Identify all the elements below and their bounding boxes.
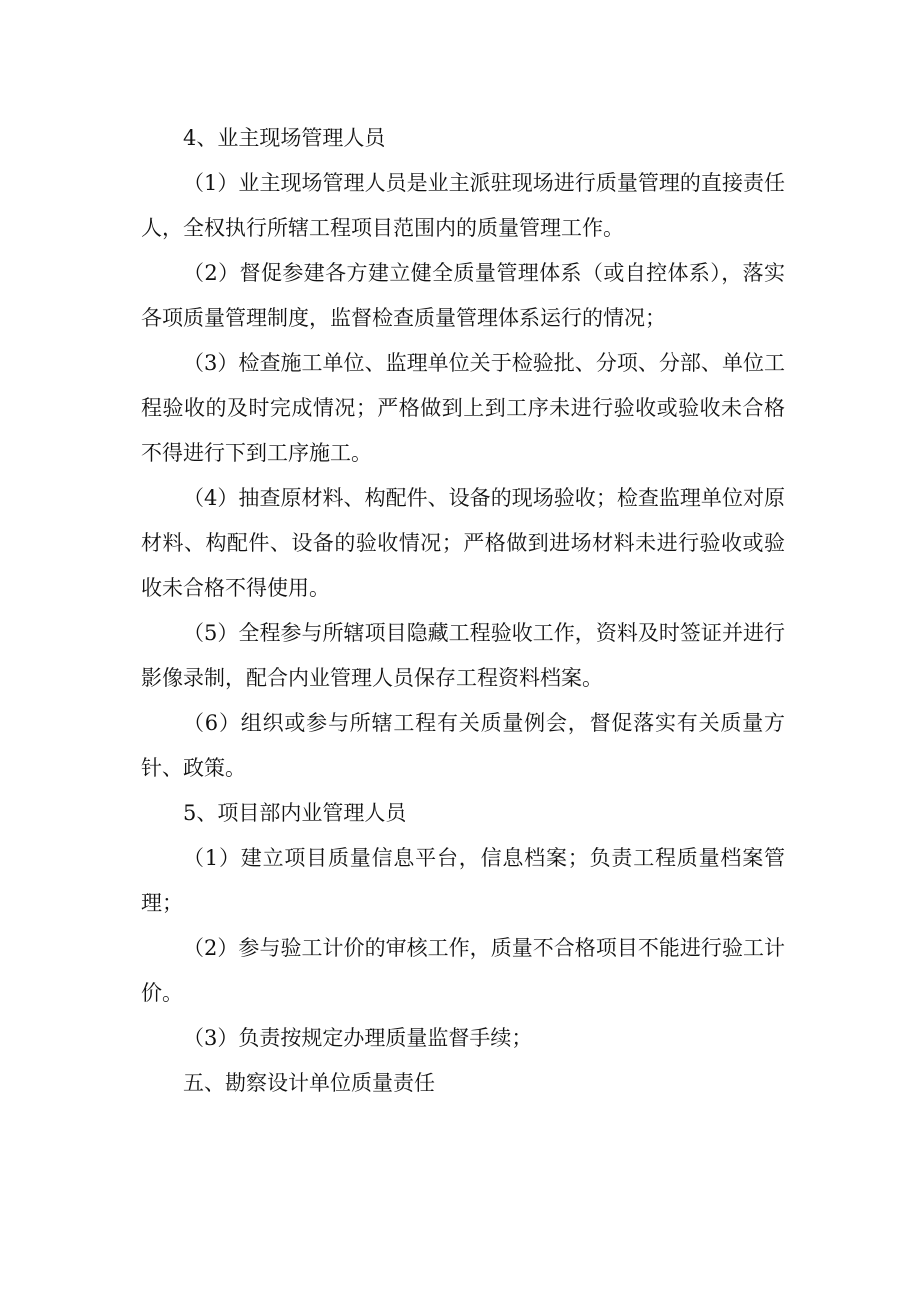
document-body xyxy=(141,116,785,1106)
paragraph-item-5: （5）全程参与所辖项目隐藏工程验收工作，资料及时签证并进行影像录制，配合内业管理人员保存工程资料档案。 xyxy=(141,621,785,690)
paragraph-item-2: （2）督促参建各方建立健全质量管理体系（或自控体系），落实各项质量管理制度，监督检查质量管理体系运行的情况； xyxy=(141,261,785,330)
paragraph-item-1: （1）业主现场管理人员是业主派驻现场进行质量管理的直接责任人，全权执行所辖工程项目范围内的质量管理工作。 xyxy=(141,171,785,240)
chapter-heading-design-unit: 五、勘察设计单位质量责任 xyxy=(183,1071,435,1095)
paragraph-item-6: （6）组织或参与所辖工程有关质量例会，督促落实有关质量方针、政策。 xyxy=(141,711,785,780)
section-heading-office-staff: 5、项目部内业管理人员 xyxy=(183,801,407,825)
paragraph-office-item-1: （1）建立项目质量信息平台，信息档案；负责工程质量档案管理； xyxy=(141,846,785,915)
paragraph-item-3: （3）检查施工单位、监理单位关于检验批、分项、分部、单位工程验收的及时完成情况；严格做到上到工序未进行验收或验收未合格不得进行下到工序施工。 xyxy=(141,351,785,465)
paragraph-item-4: （4）抽查原材料、构配件、设备的现场验收；检查监理单位对原材料、构配件、设备的验收情况；严格做到进场材料未进行验收或验收未合格不得使用。 xyxy=(141,486,785,600)
paragraph-office-item-2: （2）参与验工计价的审核工作，质量不合格项目不能进行验工计价。 xyxy=(141,936,785,1005)
section-heading-owner-site-staff: 4、业主现场管理人员 xyxy=(183,126,386,150)
paragraph-office-item-3: （3）负责按规定办理质量监督手续； xyxy=(183,1026,533,1050)
